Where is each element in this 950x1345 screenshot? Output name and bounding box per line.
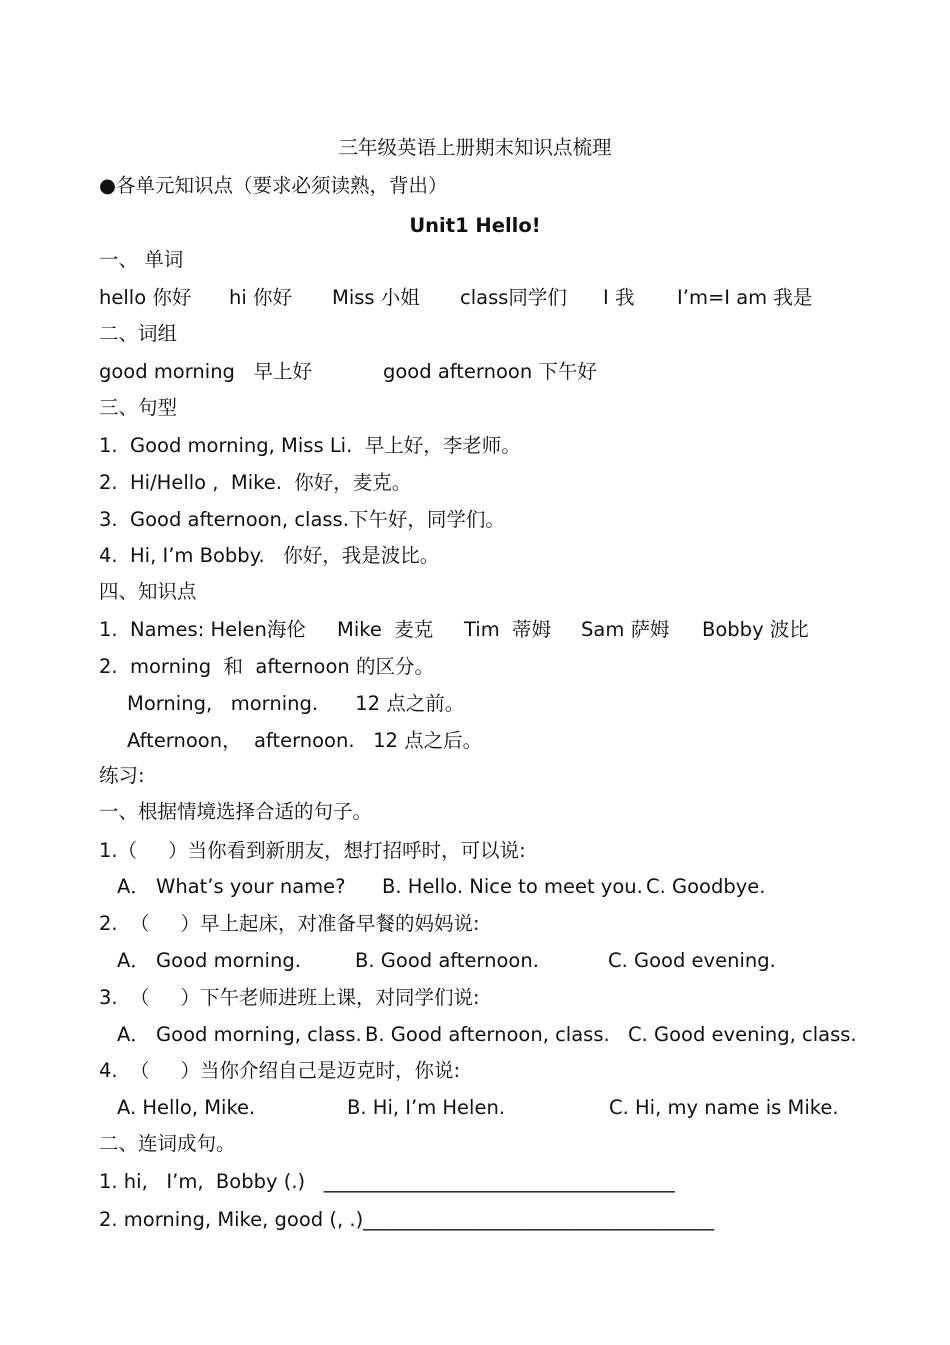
question-stem: 3. （ ）下午老师进班上课，对同学们说: xyxy=(99,986,480,1009)
name-item: Bobby 波比 xyxy=(702,618,809,641)
point-2: 2. morning 和 afternoon 的区分。 xyxy=(99,655,434,678)
section-heading-sentences: 三、句型 xyxy=(99,396,178,419)
section-heading-words: 一、 单词 xyxy=(99,248,184,271)
option-b: B. Hello. Nice to meet you. xyxy=(382,875,643,898)
word-list xyxy=(0,286,950,310)
question-options xyxy=(0,875,950,899)
option-b: B. Good afternoon, class. xyxy=(365,1023,610,1046)
unit-title: Unit1 Hello! xyxy=(409,214,541,237)
practice-heading: 练习: xyxy=(99,764,145,787)
section-heading-points: 四、知识点 xyxy=(99,580,197,603)
exercise-2-heading: 二、连词成句。 xyxy=(99,1132,236,1155)
afternoon-note: Afternoon， afternoon. 12 点之后。 xyxy=(127,729,483,752)
ordering-item: 1. hi, I’m, Bobby (.) ____________________________________ xyxy=(99,1170,675,1193)
option-a: A． Good morning. xyxy=(117,949,301,972)
question-stem: 4. （ ）当你介绍自己是迈克时，你说: xyxy=(99,1059,461,1082)
option-a: A. Hello, Mike. xyxy=(117,1096,256,1119)
names-label: 1. Names: Helen海伦 xyxy=(99,618,306,641)
morning-note: Morning, morning. 12 点之前。 xyxy=(127,692,465,715)
option-c: C. Goodbye. xyxy=(646,875,766,898)
word-item: class同学们 xyxy=(460,286,567,309)
word-item: hello 你好 xyxy=(99,286,192,309)
option-a: A． Good morning, class. xyxy=(117,1023,362,1046)
exercise-1-heading: 一、根据情境选择合适的句子。 xyxy=(99,800,373,823)
section-heading-phrases: 二、词组 xyxy=(99,322,178,345)
option-a: A． What’s your name? xyxy=(117,875,346,898)
question-options xyxy=(0,1096,950,1120)
word-item: I’m=I am 我是 xyxy=(677,286,813,309)
word-item: hi 你好 xyxy=(229,286,292,309)
option-c: C. Good evening. xyxy=(608,949,776,972)
name-item: Mike 麦克 xyxy=(337,618,434,641)
question-stem: 2. （ ）早上起床，对准备早餐的妈妈说: xyxy=(99,912,480,935)
sentence-item: 4. Hi, I’m Bobby. 你好，我是波比。 xyxy=(99,544,440,567)
phrase-list xyxy=(0,360,950,384)
word-item: Miss 小姐 xyxy=(332,286,420,309)
word-item: I 我 xyxy=(603,286,635,309)
question-options xyxy=(0,1023,950,1047)
option-b: B. Hi, I’m Helen. xyxy=(347,1096,506,1119)
question-options xyxy=(0,949,950,973)
name-item: Tim 蒂姆 xyxy=(464,618,552,641)
sentence-item: 1. Good morning, Miss Li. 早上好，李老师。 xyxy=(99,434,521,457)
option-c: C. Good evening, class. xyxy=(628,1023,857,1046)
sentence-item: 3. Good afternoon, class.下午好，同学们。 xyxy=(99,508,505,531)
question-stem: 1.（ ）当你看到新朋友，想打招呼时，可以说: xyxy=(99,839,526,862)
intro-line: ●各单元知识点（要求必须读熟，背出） xyxy=(99,174,448,197)
option-b: B. Good afternoon. xyxy=(355,949,539,972)
names-row xyxy=(0,618,950,642)
option-c: C. Hi, my name is Mike. xyxy=(609,1096,839,1119)
sentence-item: 2. Hi/Hello , Mike. 你好，麦克。 xyxy=(99,471,412,494)
phrase-item: good afternoon 下午好 xyxy=(383,360,597,383)
document-title: 三年级英语上册期末知识点梳理 xyxy=(338,136,612,159)
phrase-item: good morning 早上好 xyxy=(99,360,313,383)
ordering-item: 2. morning, Mike, good (, .)____________________________________ xyxy=(99,1208,715,1231)
name-item: Sam 萨姆 xyxy=(581,618,670,641)
